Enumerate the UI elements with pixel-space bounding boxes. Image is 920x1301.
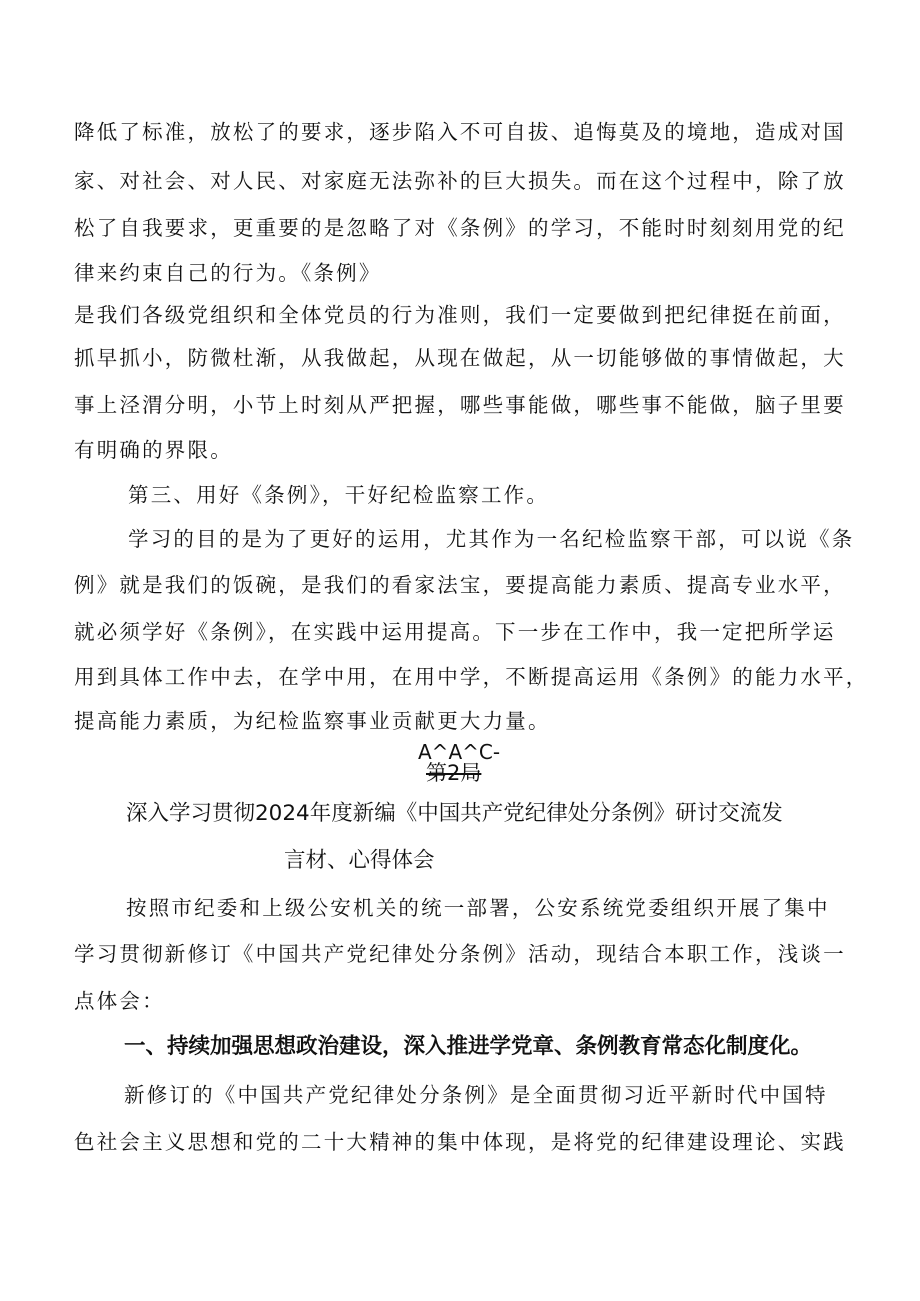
section-one-heading: 一、持续加强思想政治建设，深入推进学党章、条例教育常态化制度化。	[124, 1034, 813, 1059]
paragraph-line: 用到具体工作中去，在学中用，在用中学，不断提高运用《条例》的能力水平，	[74, 665, 869, 689]
article-title-continued: 言材、心得体会	[284, 848, 435, 873]
paragraph-line: 事上泾渭分明，小节上时刻从严把握，哪些事能做，哪些事不能做，脑子里要	[74, 393, 846, 417]
paragraph-line: 律来约束自己的行为。《条例》	[74, 261, 382, 285]
paragraph-line: 降低了标准，放松了的要求，逐步陷入不可自拔、追悔莫及的境地，造成对国	[74, 120, 846, 144]
paragraph-line: 是我们各级党组织和全体党员的行为准则，我们一定要做到把纪律挺在前面，	[74, 303, 846, 327]
paragraph-line: 有明确的界限。	[74, 438, 233, 462]
article-title: 深入学习贯彻2024年度新编《中国共产党纪律处分条例》研讨交流发	[126, 801, 783, 826]
paragraph-line: 提高能力素质，为纪检监察事业贡献更大力量。	[74, 709, 551, 733]
section-three-heading: 第三、用好《条例》，干好纪检监察工作。	[128, 483, 550, 507]
paragraph-line: 就必须学好《条例》，在实践中运用提高。下一步在工作中，我一定把所学运	[74, 620, 836, 644]
paragraph-line: 按照市纪委和上级公安机关的统一部署，公安系统党委组织开展了集中	[126, 896, 830, 920]
paragraph-line: 家、对社会、对人民、对家庭无法弥补的巨大损失。而在这个过程中，除了放	[74, 169, 846, 193]
paragraph-line: 学习的目的是为了更好的运用，尤其作为一名纪检监察干部，可以说《条	[128, 527, 855, 551]
paragraph-line: 色社会主义思想和党的二十大精神的集中体现，是将党的纪律建设理论、实践	[74, 1130, 846, 1154]
paragraph-line: 新修订的《中国共产党纪律处分条例》是全面贯彻习近平新时代中国特	[124, 1083, 828, 1107]
paragraph-line: 抓早抓小，防微杜渐，从我做起，从现在做起，从一切能够做的事情做起，大	[74, 346, 846, 370]
paragraph-line: 松了自我要求，更重要的是忽略了对《条例》的学习，不能时时刻刻用党的纪	[74, 216, 846, 240]
paragraph-line: 学习贯彻新修订《中国共产党纪律处分条例》活动，现结合本职工作，浅谈一	[74, 942, 846, 966]
separator-marker: A^A^C-	[418, 740, 501, 764]
chapter-label: 第2局	[426, 761, 482, 785]
paragraph-line: 例》就是我们的饭碗，是我们的看家法宝，要提高能力素质、提高专业水平，	[74, 573, 846, 597]
paragraph-line: 点体会：	[74, 989, 165, 1013]
